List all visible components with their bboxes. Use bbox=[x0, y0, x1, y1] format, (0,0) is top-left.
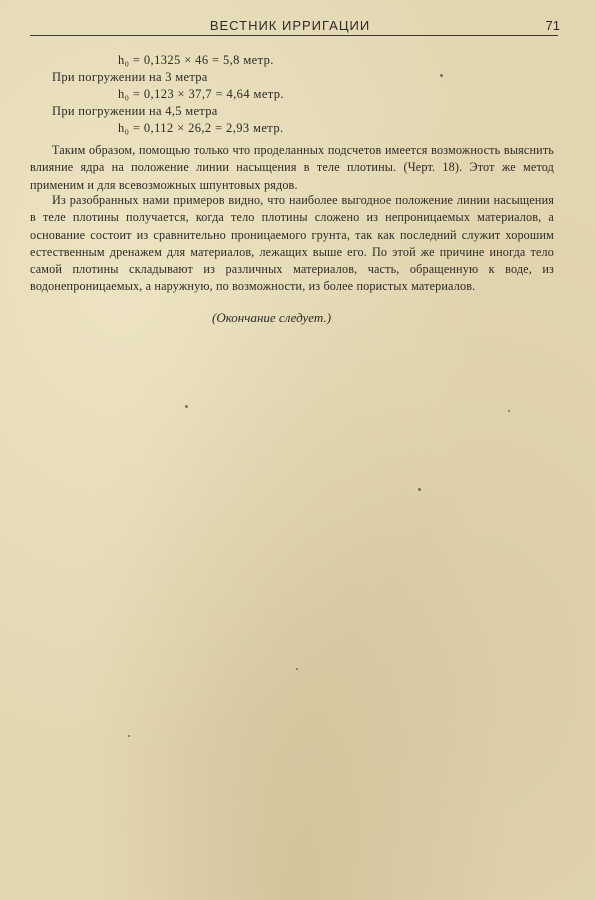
paper-speck bbox=[508, 410, 510, 412]
depth-label-3m: При погружении на 3 метра bbox=[52, 70, 208, 84]
paper-speck bbox=[440, 74, 443, 77]
formula-2: h₀ = 0,123 × 37,7 = 4,64 метр. bbox=[118, 87, 284, 101]
formula-3: h₀ = 0,112 × 26,2 = 2,93 метр. bbox=[118, 121, 284, 135]
paragraph-1: Таким образом, помощью только что проделанных подсчетов имеется возможность выяснить влияние ядра на положение линии насыщения в теле плотины. (Черт. 18). Этот же метод применим и для всевозможных шпунтовых рядов. bbox=[30, 143, 554, 192]
header-rule bbox=[30, 35, 558, 36]
paper-speck bbox=[185, 405, 188, 408]
continuation-note: (Окончание следует.) bbox=[212, 310, 332, 325]
page-number: 71 bbox=[545, 18, 560, 33]
journal-title: ВЕСТНИК ИРРИГАЦИИ bbox=[209, 18, 371, 33]
paper-speck bbox=[296, 668, 298, 670]
depth-label-4-5m: При погружении на 4,5 метра bbox=[52, 104, 218, 118]
running-header bbox=[30, 14, 560, 36]
paper-speck bbox=[128, 735, 130, 737]
formula-1: h₀ = 0,1325 × 46 = 5,8 метр. bbox=[118, 53, 274, 67]
paper-speck bbox=[418, 488, 421, 491]
paragraph-2: Из разобранных нами примеров видно, что наиболее выгодное положение линии насыщения в теле плотины получается, когда тело плотины сложено из непроницаемых материалов, а основание состоит из сравнительно проницаемого грунта, так как последний служит хорошим естественным дренажем для материалов, лежащих выше его. По этой же причине иногда тело самой плотины складывают из различных материалов, часть, обращенную к воде, из водонепроницаемых, а наружную, по возможности, из более пористых материалов. bbox=[30, 193, 554, 294]
